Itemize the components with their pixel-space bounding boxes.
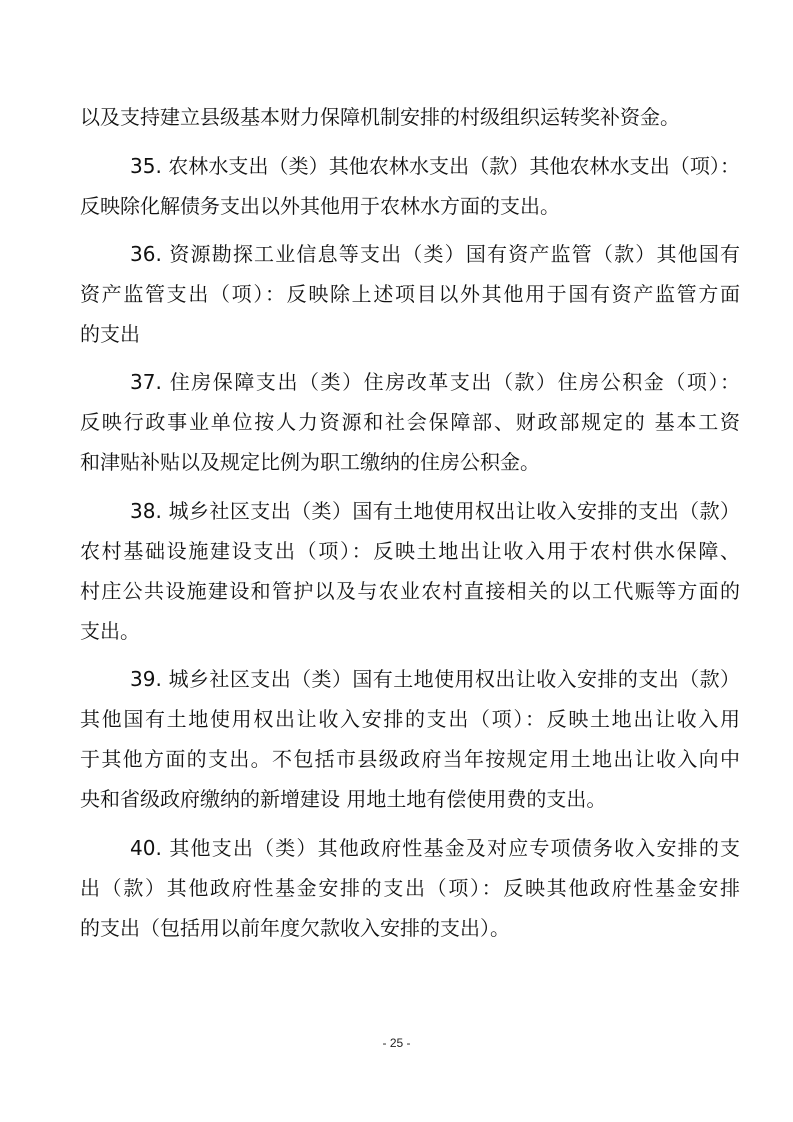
item-37-line-2: 反映行政事业单位按人力资源和社会保障部、财政部规定的 基本工资	[80, 410, 740, 434]
item-39-line-1: 39. 城乡社区支出（类）国有土地使用权出让收入安排的支出（款）	[130, 667, 740, 691]
item-36-line-3: 的支出	[80, 322, 140, 346]
item-35-line-1: 35. 农林水支出（类）其他农林水支出（款）其他农林水支出（项）：	[130, 154, 740, 178]
item-40-line-1: 40. 其他支出（类）其他政府性基金及对应专项债务收入安排的支	[130, 836, 740, 860]
page-number: - 25 -	[382, 1036, 411, 1050]
item-37-line-3: 和津贴补贴以及规定比例为职工缴纳的住房公积金。	[80, 450, 540, 474]
item-39-line-4: 央和省级政府缴纳的新增建设 用地土地有偿使用费的支出。	[80, 787, 607, 811]
item-37-line-1: 37. 住房保障支出（类）住房改革支出（款）住房公积金（项）：	[130, 370, 740, 394]
item-39-line-3: 于其他方面的支出。不包括市县级政府当年按规定用土地出让收入向中	[80, 747, 740, 771]
item-38-line-2: 农村基础设施建设支出（项）：反映土地出让收入用于农村供水保障、	[80, 539, 740, 563]
item-40-line-2: 出（款）其他政府性基金安排的支出（项）：反映其他政府性基金安排	[80, 876, 740, 900]
item-38-line-1: 38. 城乡社区支出（类）国有土地使用权出让收入安排的支出（款）	[130, 499, 740, 523]
item-36-line-2: 资产监管支出（项）：反映除上述项目以外其他用于国有资产监管方面	[80, 282, 740, 306]
item-39-line-2: 其他国有土地使用权出让收入安排的支出（项）：反映土地出让收入用	[80, 707, 740, 731]
item-38-line-4: 支出。	[80, 619, 140, 643]
item-35-line-2: 反映除化解债务支出以外其他用于农林水方面的支出。	[80, 194, 560, 218]
item-36-line-1: 36. 资源勘探工业信息等支出（类）国有资产监管（款）其他国有	[130, 242, 740, 266]
item-38-line-3: 村庄公共设施建设和管护以及与农业农村直接相关的以工代赈等方面的	[80, 579, 740, 603]
paragraph-line: 以及支持建立县级基本财力保障机制安排的村级组织运转奖补资金。	[80, 105, 680, 129]
item-40-line-3: 的支出（包括用以前年度欠款收入安排的支出）。	[80, 916, 510, 940]
